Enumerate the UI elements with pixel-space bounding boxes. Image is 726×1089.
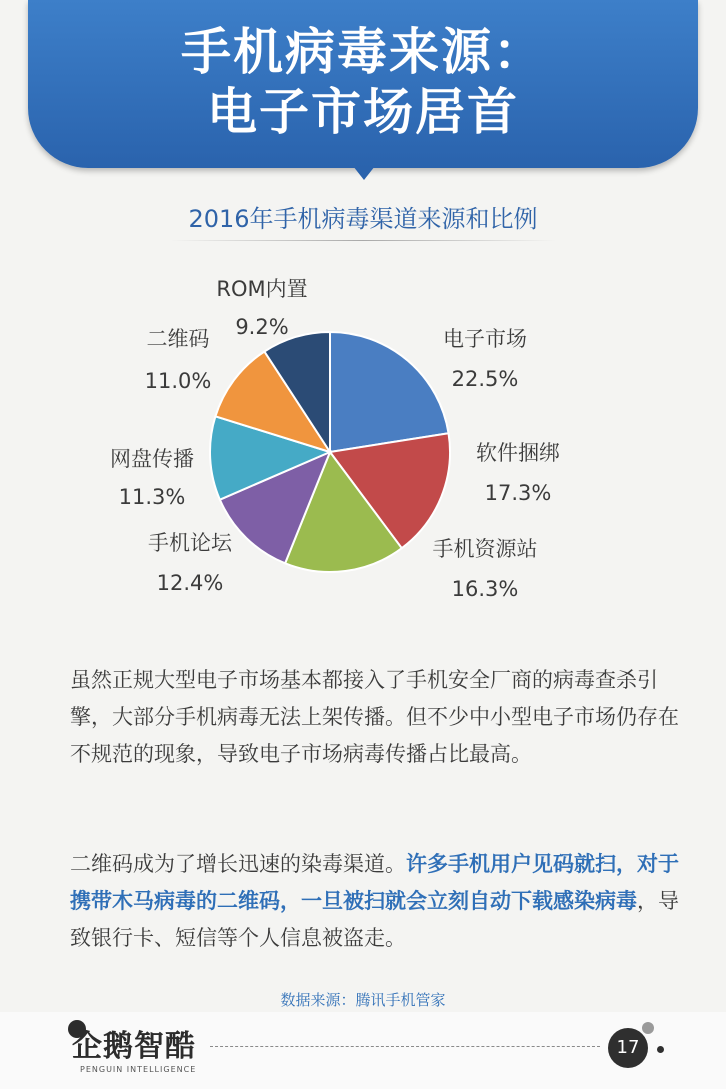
slice-value-label: 11.0%: [144, 369, 212, 393]
slice-label: 二维码: [146, 327, 210, 351]
data-source: 数据来源：腾讯手机管家: [280, 991, 446, 1009]
slice-value-label: 22.5%: [451, 367, 519, 391]
banner-notch: [353, 166, 375, 180]
pie-chart: [0, 250, 726, 610]
chart-title-divider: [170, 240, 556, 241]
slice-value-label: 17.3%: [484, 481, 552, 505]
slice-value-label: 9.2%: [235, 315, 289, 339]
page-number: 17: [608, 1028, 648, 1068]
chart-title: 2016年手机病毒渠道来源和比例: [188, 205, 538, 233]
brand-logo-subtitle: PENGUIN INTELLIGENCE: [80, 1065, 197, 1074]
page-decor-dot-small: [657, 1046, 664, 1053]
footer-dotted-line: [210, 1046, 600, 1047]
title-line-1: 手机病毒来源：: [181, 23, 545, 81]
slice-label: 软件捆绑: [476, 441, 560, 465]
page-decor-dot: [642, 1022, 654, 1034]
slice-label: 网盘传播: [110, 447, 194, 471]
slice-label: 手机资源站: [432, 537, 538, 561]
slice-label: ROM内置: [216, 277, 308, 301]
slice-value-label: 11.3%: [118, 485, 186, 509]
brand-logo: 企鹅智酷: [72, 1029, 196, 1064]
slice-label: 电子市场: [443, 327, 527, 351]
slice-value-label: 16.3%: [451, 577, 519, 601]
slice-value-label: 12.4%: [156, 571, 224, 595]
paragraph-qr-tail: ，导致银行卡、短信等个人信息被盗走。: [70, 889, 679, 950]
pie-slice: [330, 332, 449, 452]
paragraph-qr-plain: 二维码成为了增长迅速的染毒渠道。: [70, 852, 406, 876]
paragraph-qr-highlight: 许多手机用户见码就扫，对于携带木马病毒的二维码，一旦被扫就会立刻自动下载感染病毒: [70, 852, 679, 913]
paragraph-electronic-market: 虽然正规大型电子市场基本都接入了手机安全厂商的病毒查杀引擎，大部分手机病毒无法上架传播。但不少中小型电子市场仍存在不规范的现象，导致电子市场病毒传播占比最高。: [70, 668, 679, 766]
slice-label: 手机论坛: [148, 531, 232, 555]
title-line-2: 电子市场居首: [207, 83, 519, 141]
paragraph-qr-code: [70, 846, 690, 957]
page-title: [28, 22, 698, 142]
